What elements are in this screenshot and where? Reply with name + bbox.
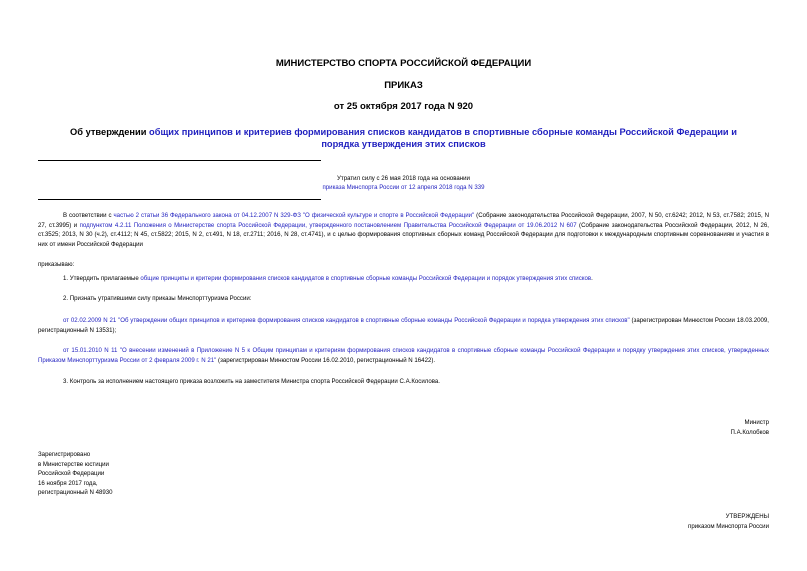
sub-item-1 (38, 316, 769, 335)
order-11-link[interactable]: от 15.01.2010 N 11 "О внесении изменений в Приложение N 5 к Общим принципам и критериям формирования списков кандидатов в спортивные сборные команды Российской Федерации и порядку утверждения этих списков, утвержденных Приказом Минспорттуризма России от 2 февраля 2009 г. N 21" (38, 347, 769, 364)
registration-line-1: Зарегистрировано (38, 451, 91, 458)
registration-line-2: в Министерстве юстиции (38, 460, 109, 468)
federal-law-link[interactable]: частью 2 статьи 36 Федерального закона от 04.12.2007 N 329-ФЗ "О физической культуре и спорте в Российской Федерации" (113, 212, 475, 219)
sub-item-1-text: (зарегистрирован Минюстом России 18.03.2009, регистрационный N 13531); (38, 317, 769, 334)
approved-line-1: УТВЕРЖДЕНЫ (725, 513, 769, 520)
item-3 (38, 377, 769, 387)
signature-name: П.А.Колобков (730, 428, 769, 436)
item-2 (38, 294, 769, 304)
sub-item-2-text: (зарегистрирован Минюстом России 16.02.2010, регистрационный N 16422). (216, 356, 436, 364)
signature-block (731, 418, 770, 437)
preamble-text-2: (Собрание законодательства Российской Федерации, 2007, N 50, ст.6242; 2012, N 53, ст.7582; 2015, N 27, ст.3995) и (38, 212, 769, 229)
item-2-text: 2. Признать утратившими силу приказы Минспорттуризма России: (63, 295, 252, 302)
approved-line-2: приказом Минспорта России (688, 522, 769, 530)
document-title (60, 126, 747, 150)
regulation-link[interactable]: подпунктом 4.2.11 Положения о Министерстве спорта Российской Федерации, утвержденного постановлением Правительства Российской Федерации от 19.06.2012 N 607 (79, 221, 577, 229)
status-line-1: Утратил силу с 26 мая 2018 года на основании (337, 175, 470, 182)
status-link[interactable]: приказа Минспорта России от 12 апреля 2018 года N 339 (322, 184, 485, 191)
sub-item-2 (38, 346, 769, 365)
item-1-text: 1. Утвердить прилагаемые (63, 275, 141, 282)
divider-top (38, 160, 321, 161)
registration-line-4: 16 ноября 2017 года, (38, 479, 98, 487)
order-date-number: от 25 октября 2017 года N 920 (333, 101, 474, 112)
item-3-text: 3. Контроль за исполнением настоящего приказа возложить на заместителя Министра спорта Российской Федерации С.А.Косилова. (63, 378, 440, 385)
order-heading: ПРИКАЗ (384, 80, 423, 91)
registration-block (38, 450, 113, 498)
principles-link[interactable]: общие принципы и критерии формирования списков кандидатов в спортивные сборные команды Российской Федерации и порядок утверждения этих списков (140, 275, 592, 282)
item-1 (38, 274, 769, 284)
approved-block (688, 512, 769, 531)
registration-line-3: Российской Федерации (38, 470, 105, 478)
preamble-text-1: В соответствии с (63, 212, 114, 219)
preamble-text-3: (Собрание законодательства Российской Федерации, 2012, N 26, ст.3525; 2013, N 30 (ч.2), ст.4112; N 45, ст.5822; 2015, N 2, ст.491, N 18, ст.2711; 2016, N 28, ст.4741), и с целью формирования спортивных сборных команд Российской Федерации для подготовки к международным спортивным соревнованиям и участия в них от имени Российской Федерации (38, 221, 769, 248)
signature-position: Министр (744, 419, 769, 426)
title-prefix: Об утверждении (70, 127, 150, 137)
title-link[interactable]: общих принципов и критериев формирования списков кандидатов в спортивные сборные команды Российской Федерации и порядка утверждения этих списков (149, 127, 737, 149)
orders-line: приказываю: (38, 261, 75, 268)
order-21-link[interactable]: от 02.02.2009 N 21 "Об утверждении общих принципов и критериев формирования списков кандидатов в спортивные сборные команды Российской Федерации и порядка утверждения этих списков" (63, 317, 630, 324)
preamble-paragraph (38, 211, 769, 249)
ministry-heading: МИНИСТЕРСТВО СПОРТА РОССИЙСКОЙ ФЕДЕРАЦИИ (275, 58, 532, 69)
registration-line-5: регистрационный N 48930 (38, 489, 113, 497)
divider-bottom (38, 199, 321, 200)
item-1-end: . (591, 275, 593, 282)
